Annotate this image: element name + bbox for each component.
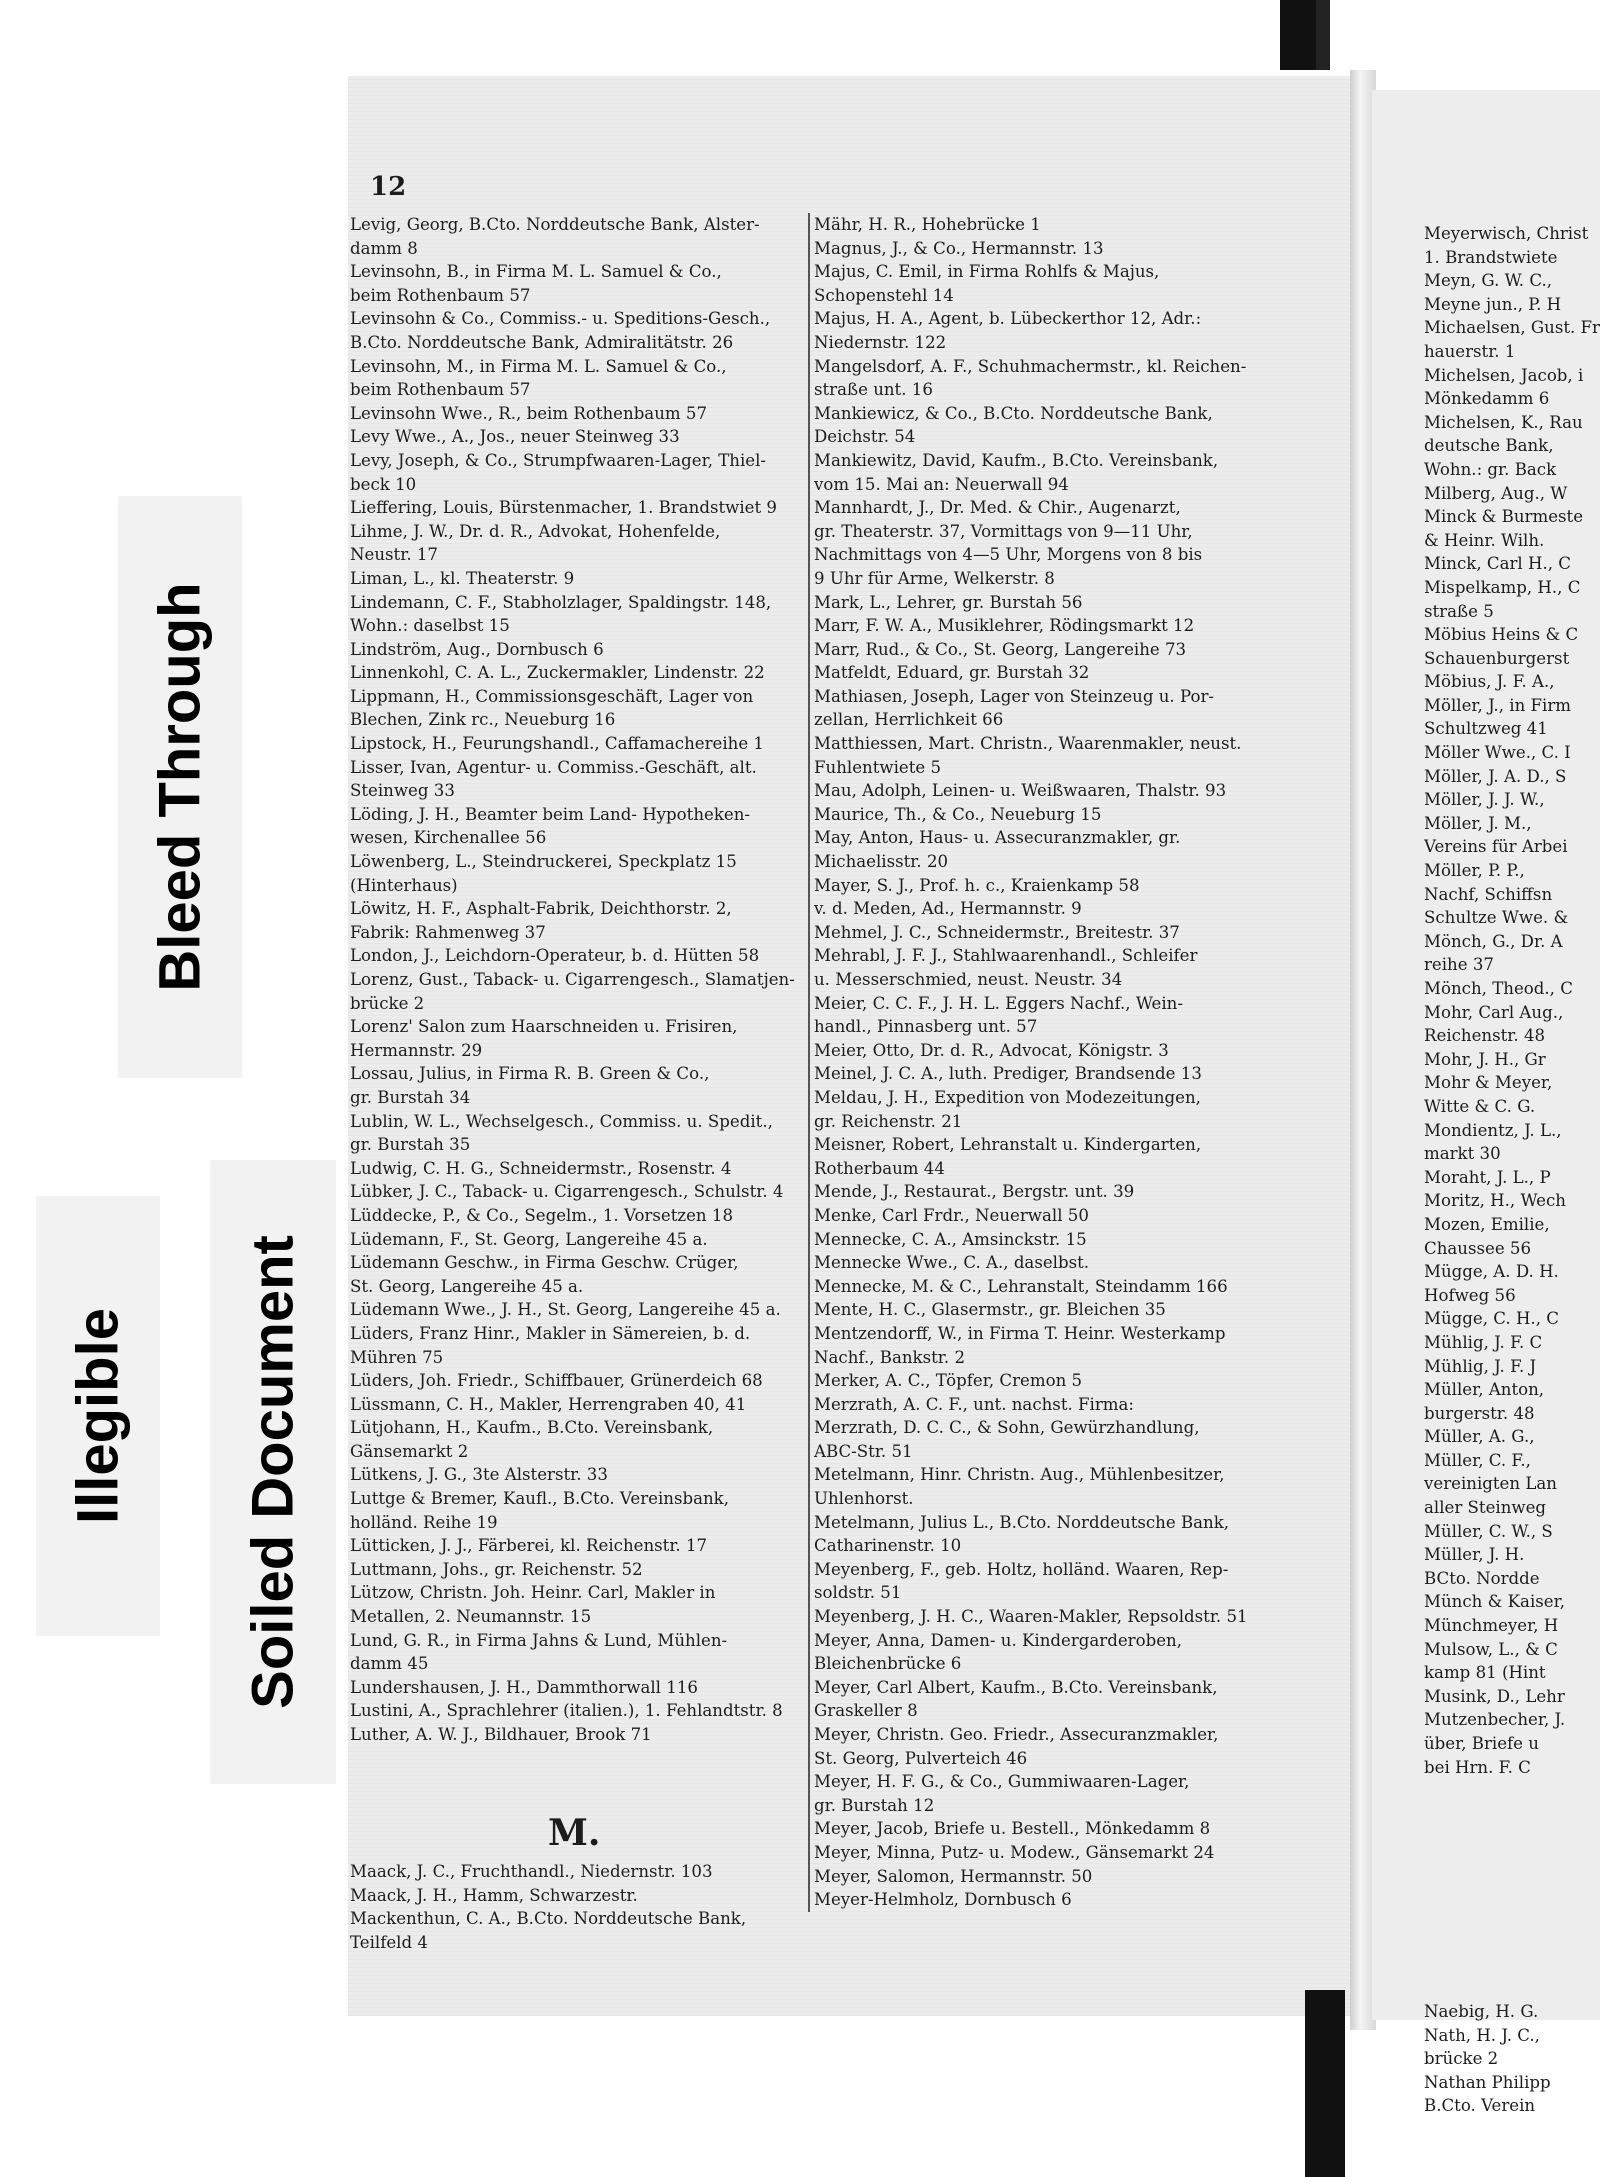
directory-line: Löwenberg, L., Steindruckerei, Speckplatz 15 xyxy=(350,852,737,872)
directory-line: Löding, J. H., Beamter beim Land- Hypotheken- xyxy=(350,804,751,824)
directory-line: Meinel, J. C. A., luth. Prediger, Brandsende 13 xyxy=(814,1064,1202,1084)
directory-line: Meyer, Minna, Putz- u. Modew., Gänsemarkt 24 xyxy=(814,1842,1215,1862)
directory-line: Levinsohn, M., in Firma M. L. Samuel & Co., xyxy=(350,356,727,376)
directory-line: Mennecke, C. A., Amsinckstr. 15 xyxy=(814,1229,1087,1249)
directory-line: Münch & Kaiser, xyxy=(1424,1592,1565,1612)
directory-line: straße 5 xyxy=(1424,601,1494,621)
directory-line: Catharinenstr. 10 xyxy=(814,1536,962,1556)
directory-line: Michaelsen, Gust. Fr xyxy=(1424,318,1600,338)
directory-line: Maack, J. H., Hamm, Schwarzestr. xyxy=(350,1885,638,1905)
directory-line: Möbius, J. F. A., xyxy=(1424,672,1555,692)
label-bleed-through: Bleed Through xyxy=(118,496,242,1078)
directory-line: u. Messerschmied, neust. Neustr. 34 xyxy=(814,970,1123,989)
directory-line: Mönch, Theod., C xyxy=(1424,979,1573,998)
directory-line: Michelsen, K., Rau xyxy=(1424,412,1583,432)
directory-line: Lisser, Ivan, Agentur- u. Commiss.-Geschäft, alt. xyxy=(350,757,757,777)
directory-line: Lieffering, Louis, Bürstenmacher, 1. Brandstwiet 9 xyxy=(350,498,777,518)
directory-line: Merzrath, A. C. F., unt. nachst. Firma: xyxy=(814,1394,1135,1414)
directory-line: bei Hrn. F. C xyxy=(1424,1757,1531,1777)
directory-line: Mankiewitz, David, Kaufm., B.Cto. Vereinsbank, xyxy=(814,450,1219,470)
directory-line: Teilfeld 4 xyxy=(350,1932,428,1952)
directory-line: Wohn.: daselbst 15 xyxy=(350,616,510,636)
directory-line: Nath, H. J. C., xyxy=(1424,2025,1540,2045)
directory-line: Mozen, Emilie, xyxy=(1424,1214,1550,1234)
directory-line: Mende, J., Restaurat., Bergstr. unt. 39 xyxy=(814,1182,1135,1202)
column-a xyxy=(350,213,808,1747)
directory-line: Mackenthun, C. A., B.Cto. Norddeutsche Bank, xyxy=(350,1909,747,1929)
directory-line: Nachf, Schiffsn xyxy=(1424,884,1553,904)
directory-line: Meyer, Anna, Damen- u. Kindergarderoben, xyxy=(814,1630,1183,1650)
directory-line: Lundershausen, J. H., Dammthorwall 116 xyxy=(350,1677,698,1697)
column-b xyxy=(808,213,1284,1912)
directory-line: Lihme, J. W., Dr. d. R., Advokat, Hohenfelde, xyxy=(350,521,721,541)
directory-line: Gänsemarkt 2 xyxy=(350,1441,469,1461)
directory-line: Deichstr. 54 xyxy=(814,427,916,447)
directory-line: Mispelkamp, H., C xyxy=(1424,577,1581,597)
directory-line: Mönkedamm 6 xyxy=(1424,389,1550,409)
directory-line: Mügge, A. D. H. xyxy=(1424,1262,1559,1282)
directory-line: Majus, C. Emil, in Firma Rohlfs & Majus, xyxy=(814,262,1160,282)
directory-line: Mügge, C. H., C xyxy=(1424,1309,1559,1329)
directory-line: Matthiessen, Mart. Christn., Waarenmakler, neust. xyxy=(814,734,1242,754)
directory-line: Meisner, Robert, Lehranstalt u. Kindergarten, xyxy=(814,1135,1202,1155)
directory-line: beim Rothenbaum 57 xyxy=(350,285,531,305)
label-illegible: Illegible xyxy=(36,1196,160,1636)
directory-line: Löwitz, H. F., Asphalt-Fabrik, Deichthorstr. 2, xyxy=(350,899,732,919)
directory-line: v. d. Meden, Ad., Hermannstr. 9 xyxy=(814,899,1082,919)
directory-line: Lütticken, J. J., Färberei, kl. Reichenstr. 17 xyxy=(350,1536,708,1556)
directory-line: Lippmann, H., Commissionsgeschäft, Lager von xyxy=(350,686,754,706)
directory-line: Meier, C. C. F., J. H. L. Eggers Nachf., Wein- xyxy=(814,993,1183,1013)
directory-line: Münchmeyer, H xyxy=(1424,1616,1559,1636)
directory-line: Michelsen, Jacob, i xyxy=(1424,365,1584,385)
directory-line: Moraht, J. L., P xyxy=(1424,1167,1551,1187)
directory-line: Ludwig, C. H. G., Schneidermstr., Rosenstr. 4 xyxy=(350,1158,732,1178)
directory-line: damm 45 xyxy=(350,1654,429,1674)
directory-line: Mau, Adolph, Leinen- u. Weißwaaren, Thalstr. 93 xyxy=(814,781,1227,801)
directory-line: Lüdemann Wwe., J. H., St. Georg, Langereihe 45 a. xyxy=(350,1300,781,1320)
directory-line: Mehrabl, J. F. J., Stahlwaarenhandl., Schleifer xyxy=(814,946,1198,966)
directory-line: Magnus, J., & Co., Hermannstr. 13 xyxy=(814,238,1104,258)
directory-line: hauerstr. 1 xyxy=(1424,341,1516,361)
directory-line: Musink, D., Lehr xyxy=(1424,1686,1565,1706)
directory-line: Levinsohn, B., in Firma M. L. Samuel & Co., xyxy=(350,262,722,282)
directory-line: gr. Burstah 34 xyxy=(350,1087,471,1107)
directory-line: holländ. Reihe 19 xyxy=(350,1512,498,1532)
directory-line: Meyer, Jacob, Briefe u. Bestell., Mönkedamm 8 xyxy=(814,1819,1211,1839)
directory-line: Michaelisstr. 20 xyxy=(814,852,949,872)
directory-line: BCto. Nordde xyxy=(1424,1568,1540,1588)
directory-line: Mohr, Carl Aug., xyxy=(1424,1002,1564,1022)
directory-line: Mühlig, J. F. J xyxy=(1424,1356,1537,1376)
directory-line: Möller Wwe., C. I xyxy=(1424,743,1571,763)
directory-line: Schultzweg 41 xyxy=(1424,719,1548,739)
directory-line: 9 Uhr für Arme, Welkerstr. 8 xyxy=(814,568,1055,588)
directory-line: Chaussee 56 xyxy=(1424,1238,1532,1258)
directory-line: 1. Brandstwiete xyxy=(1424,247,1558,267)
directory-line: gr. Theaterstr. 37, Vormittags von 9—11 Uhr, xyxy=(814,521,1193,541)
directory-line: Liman, L., kl. Theaterstr. 9 xyxy=(350,568,575,588)
directory-line: kamp 81 (Hint xyxy=(1424,1663,1546,1683)
directory-line: gr. Burstah 12 xyxy=(814,1795,935,1815)
directory-line: Metelmann, Hinr. Christn. Aug., Mühlenbesitzer, xyxy=(814,1465,1225,1485)
directory-line: Mulsow, L., & C xyxy=(1424,1639,1558,1659)
directory-line: handl., Pinnasberg unt. 57 xyxy=(814,1017,1038,1037)
directory-line: Möller, P. P., xyxy=(1424,861,1525,881)
directory-line: Merzrath, D. C. C., & Sohn, Gewürzhandlung, xyxy=(814,1418,1200,1438)
directory-line: Schauenburgerst xyxy=(1424,648,1570,668)
binder-clip-top xyxy=(1280,0,1316,70)
directory-line: aller Steinweg xyxy=(1424,1498,1547,1518)
directory-line: Minck & Burmeste xyxy=(1424,507,1584,527)
directory-line: Möbius Heins & C xyxy=(1424,625,1579,645)
directory-line: Mohr & Meyer, xyxy=(1424,1073,1553,1093)
directory-line: Nachmittags von 4—5 Uhr, Morgens von 8 bis xyxy=(814,545,1203,565)
directory-line: Rotherbaum 44 xyxy=(814,1158,945,1178)
directory-line: Lüddecke, P., & Co., Segelm., 1. Vorsetzen 18 xyxy=(350,1205,734,1225)
directory-line: Mutzenbecher, J. xyxy=(1424,1710,1566,1730)
directory-line: brücke 2 xyxy=(1424,2049,1499,2069)
directory-line: Vereins für Arbei xyxy=(1424,837,1568,857)
directory-line: Meier, Otto, Dr. d. R., Advocat, Königstr. 3 xyxy=(814,1040,1169,1060)
directory-line: Mentzendorff, W., in Firma T. Heinr. Westerkamp xyxy=(814,1323,1226,1343)
directory-line: Lorenz, Gust., Taback- u. Cigarrengesch., Slamatjen- xyxy=(350,970,795,989)
directory-line: Mente, H. C., Glasermstr., gr. Bleichen 35 xyxy=(814,1300,1166,1320)
directory-line: Lüders, Joh. Friedr., Schiffbauer, Grünerdeich 68 xyxy=(350,1371,763,1391)
directory-line: Lund, G. R., in Firma Jahns & Lund, Mühlen- xyxy=(350,1630,728,1650)
directory-line: reihe 37 xyxy=(1424,955,1494,975)
directory-line: Naebig, H. G. xyxy=(1424,2002,1539,2021)
directory-line: Lütjohann, H., Kaufm., B.Cto. Vereinsbank, xyxy=(350,1418,714,1438)
directory-line: beim Rothenbaum 57 xyxy=(350,380,531,400)
directory-line: Uhlenhorst. xyxy=(814,1489,914,1509)
directory-line: Metallen, 2. Neumannstr. 15 xyxy=(350,1607,592,1627)
directory-line: Bleichenbrücke 6 xyxy=(814,1654,962,1674)
directory-line: Lorenz' Salon zum Haarschneiden u. Frisiren, xyxy=(350,1017,738,1037)
column-a-continued xyxy=(350,1860,808,1954)
directory-line: B.Cto. Verein xyxy=(1424,2096,1536,2116)
directory-line: Matfeldt, Eduard, gr. Burstah 32 xyxy=(814,663,1090,683)
directory-line: Mannhardt, J., Dr. Med. & Chir., Augenarzt, xyxy=(814,498,1181,518)
directory-line: Mehmel, J. C., Schneidermstr., Breitestr. 37 xyxy=(814,922,1180,942)
directory-line: Mathiasen, Joseph, Lager von Steinzeug u. Por- xyxy=(814,686,1214,706)
directory-line: Lüssmann, C. H., Makler, Herrengraben 40, 41 xyxy=(350,1394,747,1414)
directory-line: Merker, A. C., Töpfer, Cremon 5 xyxy=(814,1371,1083,1391)
directory-line: Meyne jun., P. H xyxy=(1424,294,1562,314)
directory-line: Lossau, Julius, in Firma R. B. Green & Co., xyxy=(350,1064,710,1084)
directory-line: vereinigten Lan xyxy=(1424,1474,1557,1494)
directory-line: gr. Reichenstr. 21 xyxy=(814,1111,963,1131)
directory-line: Lublin, W. L., Wechselgesch., Commiss. u. Spedit., xyxy=(350,1111,773,1131)
directory-line: Mayer, S. J., Prof. h. c., Kraienkamp 58 xyxy=(814,875,1140,895)
directory-line: damm 8 xyxy=(350,238,418,258)
directory-line: Levy Wwe., A., Jos., neuer Steinweg 33 xyxy=(350,427,680,447)
directory-line: Meyer, Carl Albert, Kaufm., B.Cto. Vereinsbank, xyxy=(814,1677,1218,1697)
directory-line: Müller, A. G., xyxy=(1424,1427,1535,1447)
directory-line: Fabrik: Rahmenweg 37 xyxy=(350,922,546,942)
directory-line: Müller, J. H. xyxy=(1424,1545,1525,1565)
directory-line: Schopenstehl 14 xyxy=(814,285,954,305)
directory-line: wesen, Kirchenallee 56 xyxy=(350,828,547,848)
directory-line: Milberg, Aug., W xyxy=(1424,483,1568,503)
column-c xyxy=(1424,222,1600,1779)
directory-line: Nachf., Bankstr. 2 xyxy=(814,1347,965,1367)
directory-line: Mark, L., Lehrer, gr. Burstah 56 xyxy=(814,592,1083,612)
directory-line: deutsche Bank, xyxy=(1424,436,1554,456)
directory-line: Mankiewicz, & Co., B.Cto. Norddeutsche Bank, xyxy=(814,403,1213,423)
directory-line: Mennecke, M. & C., Lehranstalt, Steindamm 166 xyxy=(814,1276,1228,1296)
directory-line: Mühlig, J. F. C xyxy=(1424,1332,1543,1352)
directory-line: Schultze Wwe. & xyxy=(1424,908,1569,928)
directory-line: B.Cto. Norddeutsche Bank, Admiralitätstr. 26 xyxy=(350,332,734,352)
directory-line: ABC-Str. 51 xyxy=(814,1441,913,1461)
directory-line: Meyer, Christn. Geo. Friedr., Assecuranzmakler, xyxy=(814,1725,1219,1744)
directory-line: Hermannstr. 29 xyxy=(350,1040,483,1060)
directory-line: May, Anton, Haus- u. Assecuranzmakler, gr. xyxy=(814,828,1181,848)
label-soiled-document: Soiled Document xyxy=(210,1160,336,1784)
directory-line: Levinsohn & Co., Commiss.- u. Speditions-Gesch., xyxy=(350,309,771,329)
directory-line: Graskeller 8 xyxy=(814,1701,918,1721)
directory-line: Möller, J., in Firm xyxy=(1424,695,1572,715)
directory-line: zellan, Herrlichkeit 66 xyxy=(814,710,1004,730)
directory-line: Lübker, J. C., Taback- u. Cigarrengesch., Schulstr. 4 xyxy=(350,1182,784,1202)
directory-line: Maack, J. C., Fruchthandl., Niedernstr. 103 xyxy=(350,1862,713,1881)
directory-line: brücke 2 xyxy=(350,993,425,1013)
directory-line: Neustr. 17 xyxy=(350,545,438,565)
directory-line: über, Briefe u xyxy=(1424,1734,1539,1753)
directory-line: (Hinterhaus) xyxy=(350,875,458,895)
directory-line: Majus, H. A., Agent, b. Lübeckerthor 12, Adr.: xyxy=(814,309,1202,329)
directory-line: Mennecke Wwe., C. A., daselbst. xyxy=(814,1253,1090,1273)
directory-line: Mondientz, J. L., xyxy=(1424,1120,1562,1140)
directory-line: Menke, Carl Frdr., Neuerwall 50 xyxy=(814,1205,1089,1225)
directory-line: Lipstock, H., Feurungshandl., Caffamachereihe 1 xyxy=(350,734,764,754)
directory-line: Blechen, Zink rc., Neueburg 16 xyxy=(350,710,616,730)
directory-line: Levinsohn Wwe., R., beim Rothenbaum 57 xyxy=(350,403,708,423)
directory-line: Lindemann, C. F., Stabholzlager, Spaldingstr. 148, xyxy=(350,592,772,612)
directory-line: Mähr, H. R., Hohebrücke 1 xyxy=(814,215,1041,234)
directory-line: Fuhlentwiete 5 xyxy=(814,757,942,777)
directory-line: Maurice, Th., & Co., Neueburg 15 xyxy=(814,804,1102,824)
directory-line: Wohn.: gr. Back xyxy=(1424,459,1557,479)
binder-clip-top-edge xyxy=(1316,0,1330,70)
directory-line: Meldau, J. H., Expedition von Modezeitungen, xyxy=(814,1087,1201,1107)
directory-line: Möller, J. J. W., xyxy=(1424,790,1545,810)
directory-line: Lüdemann, F., St. Georg, Langereihe 45 a. xyxy=(350,1229,708,1249)
directory-line: markt 30 xyxy=(1424,1144,1501,1164)
directory-line: London, J., Leichdorn-Operateur, b. d. Hütten 58 xyxy=(350,946,760,966)
directory-line: St. Georg, Pulverteich 46 xyxy=(814,1748,1028,1768)
directory-line: Luther, A. W. J., Bildhauer, Brook 71 xyxy=(350,1725,652,1744)
directory-line: vom 15. Mai an: Neuerwall 94 xyxy=(814,474,1069,494)
directory-line: Minck, Carl H., C xyxy=(1424,554,1571,574)
directory-line: Lüdemann Geschw., in Firma Geschw. Crüger, xyxy=(350,1253,739,1273)
directory-line: Lindström, Aug., Dornbusch 6 xyxy=(350,639,604,659)
directory-line: Luttmann, Johs., gr. Reichenstr. 52 xyxy=(350,1559,643,1579)
directory-line: burgerstr. 48 xyxy=(1424,1403,1535,1423)
directory-line: Levy, Joseph, & Co., Strumpfwaaren-Lager, Thiel- xyxy=(350,450,767,470)
directory-line: soldstr. 51 xyxy=(814,1583,902,1603)
directory-line: Mangelsdorf, A. F., Schuhmachermstr., kl. Reichen- xyxy=(814,356,1247,376)
directory-line: gr. Burstah 35 xyxy=(350,1135,471,1155)
directory-line: Meyenberg, J. H. C., Waaren-Makler, Repsoldstr. 51 xyxy=(814,1607,1248,1627)
directory-line: Niedernstr. 122 xyxy=(814,332,947,352)
directory-line: Mönch, G., Dr. A xyxy=(1424,931,1563,951)
directory-line: Levig, Georg, B.Cto. Norddeutsche Bank, Alster- xyxy=(350,215,760,234)
directory-line: Meyer-Helmholz, Dornbusch 6 xyxy=(814,1890,1072,1910)
directory-line: Meyerwisch, Christ xyxy=(1424,224,1589,243)
directory-line: Lustini, A., Sprachlehrer (italien.), 1. Fehlandtstr. 8 xyxy=(350,1701,783,1721)
directory-line: Müller, C. F., xyxy=(1424,1450,1531,1470)
directory-line: Meyn, G. W. C., xyxy=(1424,271,1552,291)
directory-line: Müller, Anton, xyxy=(1424,1380,1545,1400)
directory-line: Möller, J. M., xyxy=(1424,813,1532,833)
letter-heading: M. xyxy=(548,1812,601,1854)
directory-line: Lüders, Franz Hinr., Makler in Sämereien, b. d. xyxy=(350,1323,751,1343)
directory-line: beck 10 xyxy=(350,474,417,494)
directory-line: straße unt. 16 xyxy=(814,380,933,400)
directory-line: Marr, F. W. A., Musiklehrer, Rödingsmarkt 12 xyxy=(814,616,1195,636)
directory-line: Meyenberg, F., geb. Holtz, holländ. Waaren, Rep- xyxy=(814,1559,1229,1579)
directory-line: Reichenstr. 48 xyxy=(1424,1026,1546,1046)
directory-line: Hofweg 56 xyxy=(1424,1285,1516,1305)
directory-line: Linnenkohl, C. A. L., Zuckermakler, Lindenstr. 22 xyxy=(350,663,765,683)
directory-line: Witte & C. G. xyxy=(1424,1096,1536,1116)
directory-line: St. Georg, Langereihe 45 a. xyxy=(350,1276,584,1296)
binder-clip-bottom xyxy=(1305,1990,1345,2177)
directory-line: & Heinr. Wilh. xyxy=(1424,530,1545,550)
directory-line: Lützow, Christn. Joh. Heinr. Carl, Makler in xyxy=(350,1583,716,1603)
directory-line: Lütkens, J. G., 3te Alsterstr. 33 xyxy=(350,1465,608,1485)
directory-line: Meyer, Salomon, Hermannstr. 50 xyxy=(814,1866,1093,1886)
directory-line: Nathan Philipp xyxy=(1424,2072,1551,2092)
column-c-continued xyxy=(1424,2000,1600,2118)
directory-line: Möller, J. A. D., S xyxy=(1424,766,1567,786)
directory-line: Mühren 75 xyxy=(350,1347,444,1367)
directory-line: Metelmann, Julius L., B.Cto. Norddeutsche Bank, xyxy=(814,1512,1230,1532)
directory-line: Steinweg 33 xyxy=(350,781,455,801)
directory-line: Marr, Rud., & Co., St. Georg, Langereihe 73 xyxy=(814,639,1187,659)
directory-line: Müller, C. W., S xyxy=(1424,1521,1553,1541)
page-number: 12 xyxy=(370,172,407,202)
directory-line: Mohr, J. H., Gr xyxy=(1424,1049,1546,1069)
directory-line: Meyer, H. F. G., & Co., Gummiwaaren-Lager, xyxy=(814,1772,1190,1792)
directory-line: Moritz, H., Wech xyxy=(1424,1191,1566,1211)
directory-line: Luttge & Bremer, Kaufl., B.Cto. Vereinsbank, xyxy=(350,1489,729,1509)
